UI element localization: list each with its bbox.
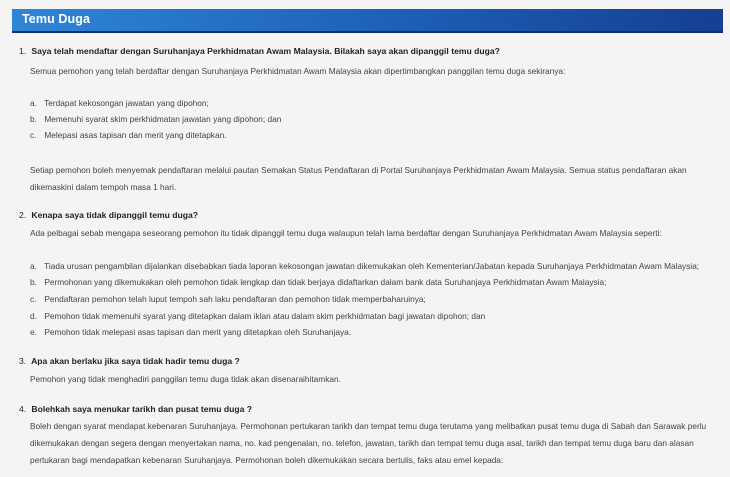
answer-text-line: pertukaran bagi mendapatkan kebenaran Suruhanjaya. Permohonan boleh dikemukakan secara bertulis, faks atau emel kepada: (30, 455, 504, 465)
list-marker: c. (30, 294, 37, 304)
answer-note-line: Setiap pemohon boleh menyemak pendaftaran melalui pautan Semakan Status Pendaftaran di Portal Suruhanjaya Perkhidmatan Awam Malaysia. Semua status pendaftaran akan (30, 165, 687, 175)
faq-question-1 (19, 46, 500, 56)
faq-question-4 (19, 404, 252, 414)
list-item (30, 311, 485, 321)
answer-text-line: Boleh dengan syarat mendapat kebenaran Suruhanjaya. Permohonan pertukaran tarikh dan tempat temu duga terutama yang melibatkan pusat temu duga di Sabah dan Sarawak perlu (30, 421, 707, 431)
question-title: Bolehkah saya menukar tarikh dan pusat temu duga ? (31, 404, 253, 414)
list-item (30, 327, 351, 337)
list-item (30, 294, 426, 304)
list-item (30, 261, 699, 271)
list-text: Memenuhi syarat skim perkhidmatan jawatan yang dipohon; dan (44, 114, 282, 124)
answer-note-line: dikemaskini dalam tempoh masa 1 hari. (30, 182, 177, 192)
question-title: Kenapa saya tidak dipanggil temu duga? (31, 210, 199, 220)
list-marker: a. (30, 261, 37, 271)
list-text: Pemohon tidak memenuhi syarat yang ditetapkan dalam iklan atau dalam skim perkhidmatan bagi jawatan dipohon; dan (44, 311, 486, 321)
question-title: Saya telah mendaftar dengan Suruhanjaya Perkhidmatan Awam Malaysia. Bilakah saya akan dipanggil temu duga? (31, 46, 500, 56)
list-marker: e. (30, 327, 37, 337)
list-text: Pendaftaran pemohon telah luput tempoh sah laku pendaftaran dan pemohon tidak memperbaharuinya; (44, 294, 426, 304)
section-title: Temu Duga (22, 12, 91, 26)
list-item (30, 114, 281, 124)
list-text: Terdapat kekosongan jawatan yang dipohon; (44, 98, 209, 108)
faq-question-2 (19, 210, 198, 220)
answer-intro: Ada pelbagai sebab mengapa seseorang pemohon itu tidak dipanggil temu duga walaupun telah lama berdaftar dengan Suruhanjaya Perkhidmatan Awam Malaysia seperti: (30, 228, 662, 238)
question-title: Apa akan berlaku jika saya tidak hadir temu duga ? (31, 356, 240, 366)
list-marker: d. (30, 311, 37, 321)
answer-text-line: dikemukakan dengan segera dengan menyertakan nama, no. kad pengenalan, no. telefon, jawatan, tarikh dan tempat temu duga asal, tarikh dan tempat temu duga baru dan alasan (30, 438, 694, 448)
list-item (30, 98, 209, 108)
faq-question-3 (19, 356, 240, 366)
list-text: Pemohon tidak melepasi asas tapisan dan merit yang ditetapkan oleh Suruhanjaya. (44, 327, 352, 337)
list-text: Tiada urusan pengambilan dijalankan disebabkan tiada laporan kekosongan jawatan dikemukakan oleh Kementerian/Jabatan kepada Suruhanjaya Perkhidmatan Awam Malaysia; (44, 261, 700, 271)
question-number: 4. (19, 404, 27, 414)
list-text: Permohonan yang dikemukakan oleh pemohon tidak lengkap dan tidak berjaya didaftarkan dalam bank data Suruhanjaya Perkhidmatan Awam Malaysia; (44, 277, 607, 287)
list-marker: c. (30, 130, 37, 140)
list-text: Melepasi asas tapisan dan merit yang ditetapkan. (44, 130, 227, 140)
question-number: 3. (19, 356, 27, 366)
question-number: 2. (19, 210, 27, 220)
list-item (30, 277, 606, 287)
list-marker: a. (30, 98, 37, 108)
list-marker: b. (30, 277, 37, 287)
answer-intro: Semua pemohon yang telah berdaftar dengan Suruhanjaya Perkhidmatan Awam Malaysia akan dipertimbangkan panggilan temu duga sekiranya: (30, 66, 566, 76)
list-item (30, 130, 227, 140)
answer-text: Pemohon yang tidak menghadiri panggilan temu duga tidak akan disenaraihitamkan. (30, 374, 341, 384)
question-number: 1. (19, 46, 27, 56)
list-marker: b. (30, 114, 37, 124)
